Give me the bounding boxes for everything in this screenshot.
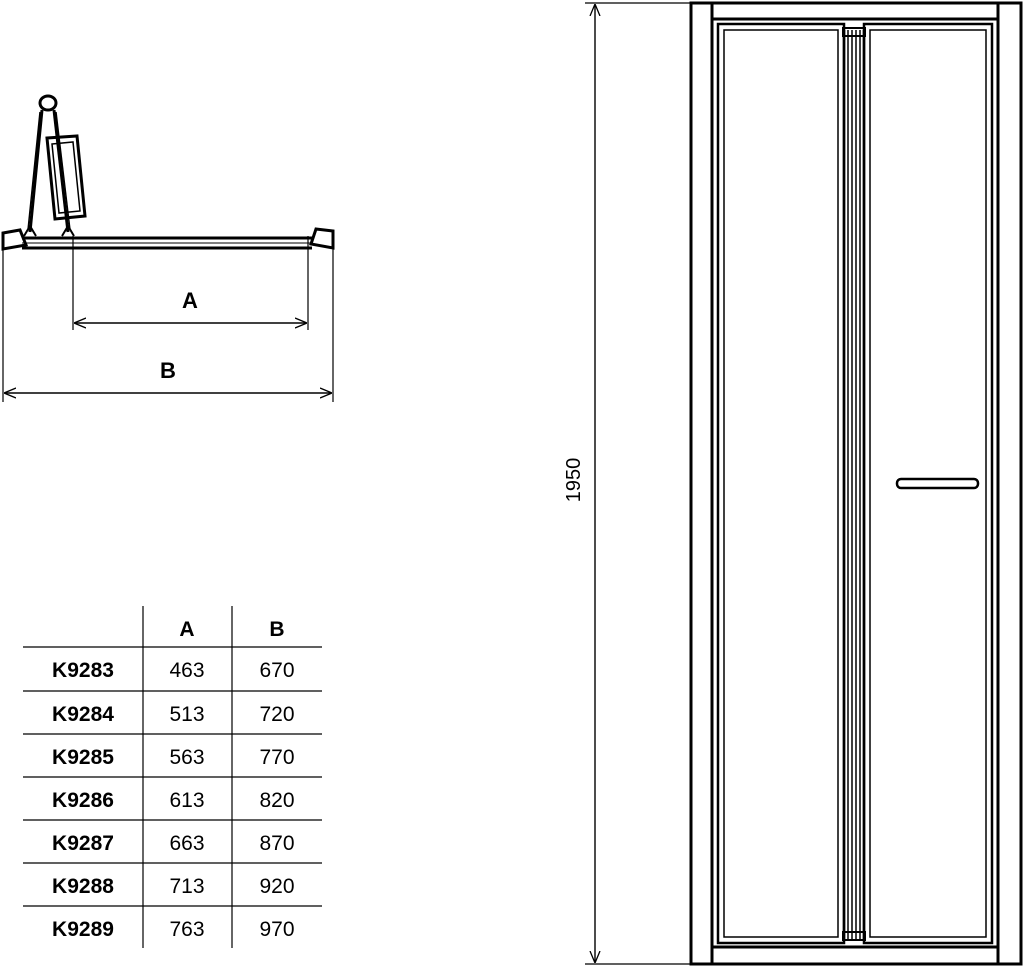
header-a: A [179,618,195,641]
row-code: K9287 [52,832,114,855]
dimension-a [75,288,306,323]
threshold-track [3,229,333,249]
center-hinge [843,28,865,940]
row-code: K9288 [52,875,114,898]
door-panel-left [718,24,844,943]
row-a-value: 613 [169,789,205,812]
dimension-b-label: B [160,358,176,383]
plan-view [3,96,333,402]
door-panel-right [864,24,992,943]
table-row [52,918,294,941]
row-a-value: 663 [169,832,205,855]
row-code: K9283 [52,659,114,682]
height-dimension [563,3,690,964]
table-row [52,703,294,726]
header-b: B [269,618,285,641]
elevation-view [563,3,1021,964]
row-b-value: 770 [259,746,295,769]
row-code: K9285 [52,746,114,769]
table-row [52,875,294,898]
table-row [52,746,294,769]
table-row [52,832,294,855]
row-code: K9289 [52,918,114,941]
row-b-value: 870 [259,832,295,855]
row-code: K9286 [52,789,114,812]
row-a-value: 763 [169,918,205,941]
row-a-value: 563 [169,746,205,769]
dimension-a-label: A [182,288,198,313]
table-row [52,659,294,682]
sizes-table [23,606,322,948]
row-a-value: 463 [169,659,205,682]
row-b-value: 820 [259,789,295,812]
row-b-value: 920 [259,875,295,898]
height-label: 1950 [563,457,585,503]
table-row [52,789,294,812]
row-b-value: 970 [259,918,295,941]
folded-door-leaves [24,96,85,236]
row-code: K9284 [52,703,114,726]
dimension-b [5,358,331,393]
row-a-value: 513 [169,703,205,726]
row-a-value: 713 [169,875,205,898]
row-b-value: 670 [259,659,295,682]
row-b-value: 720 [259,703,295,726]
door-handle [897,479,978,488]
